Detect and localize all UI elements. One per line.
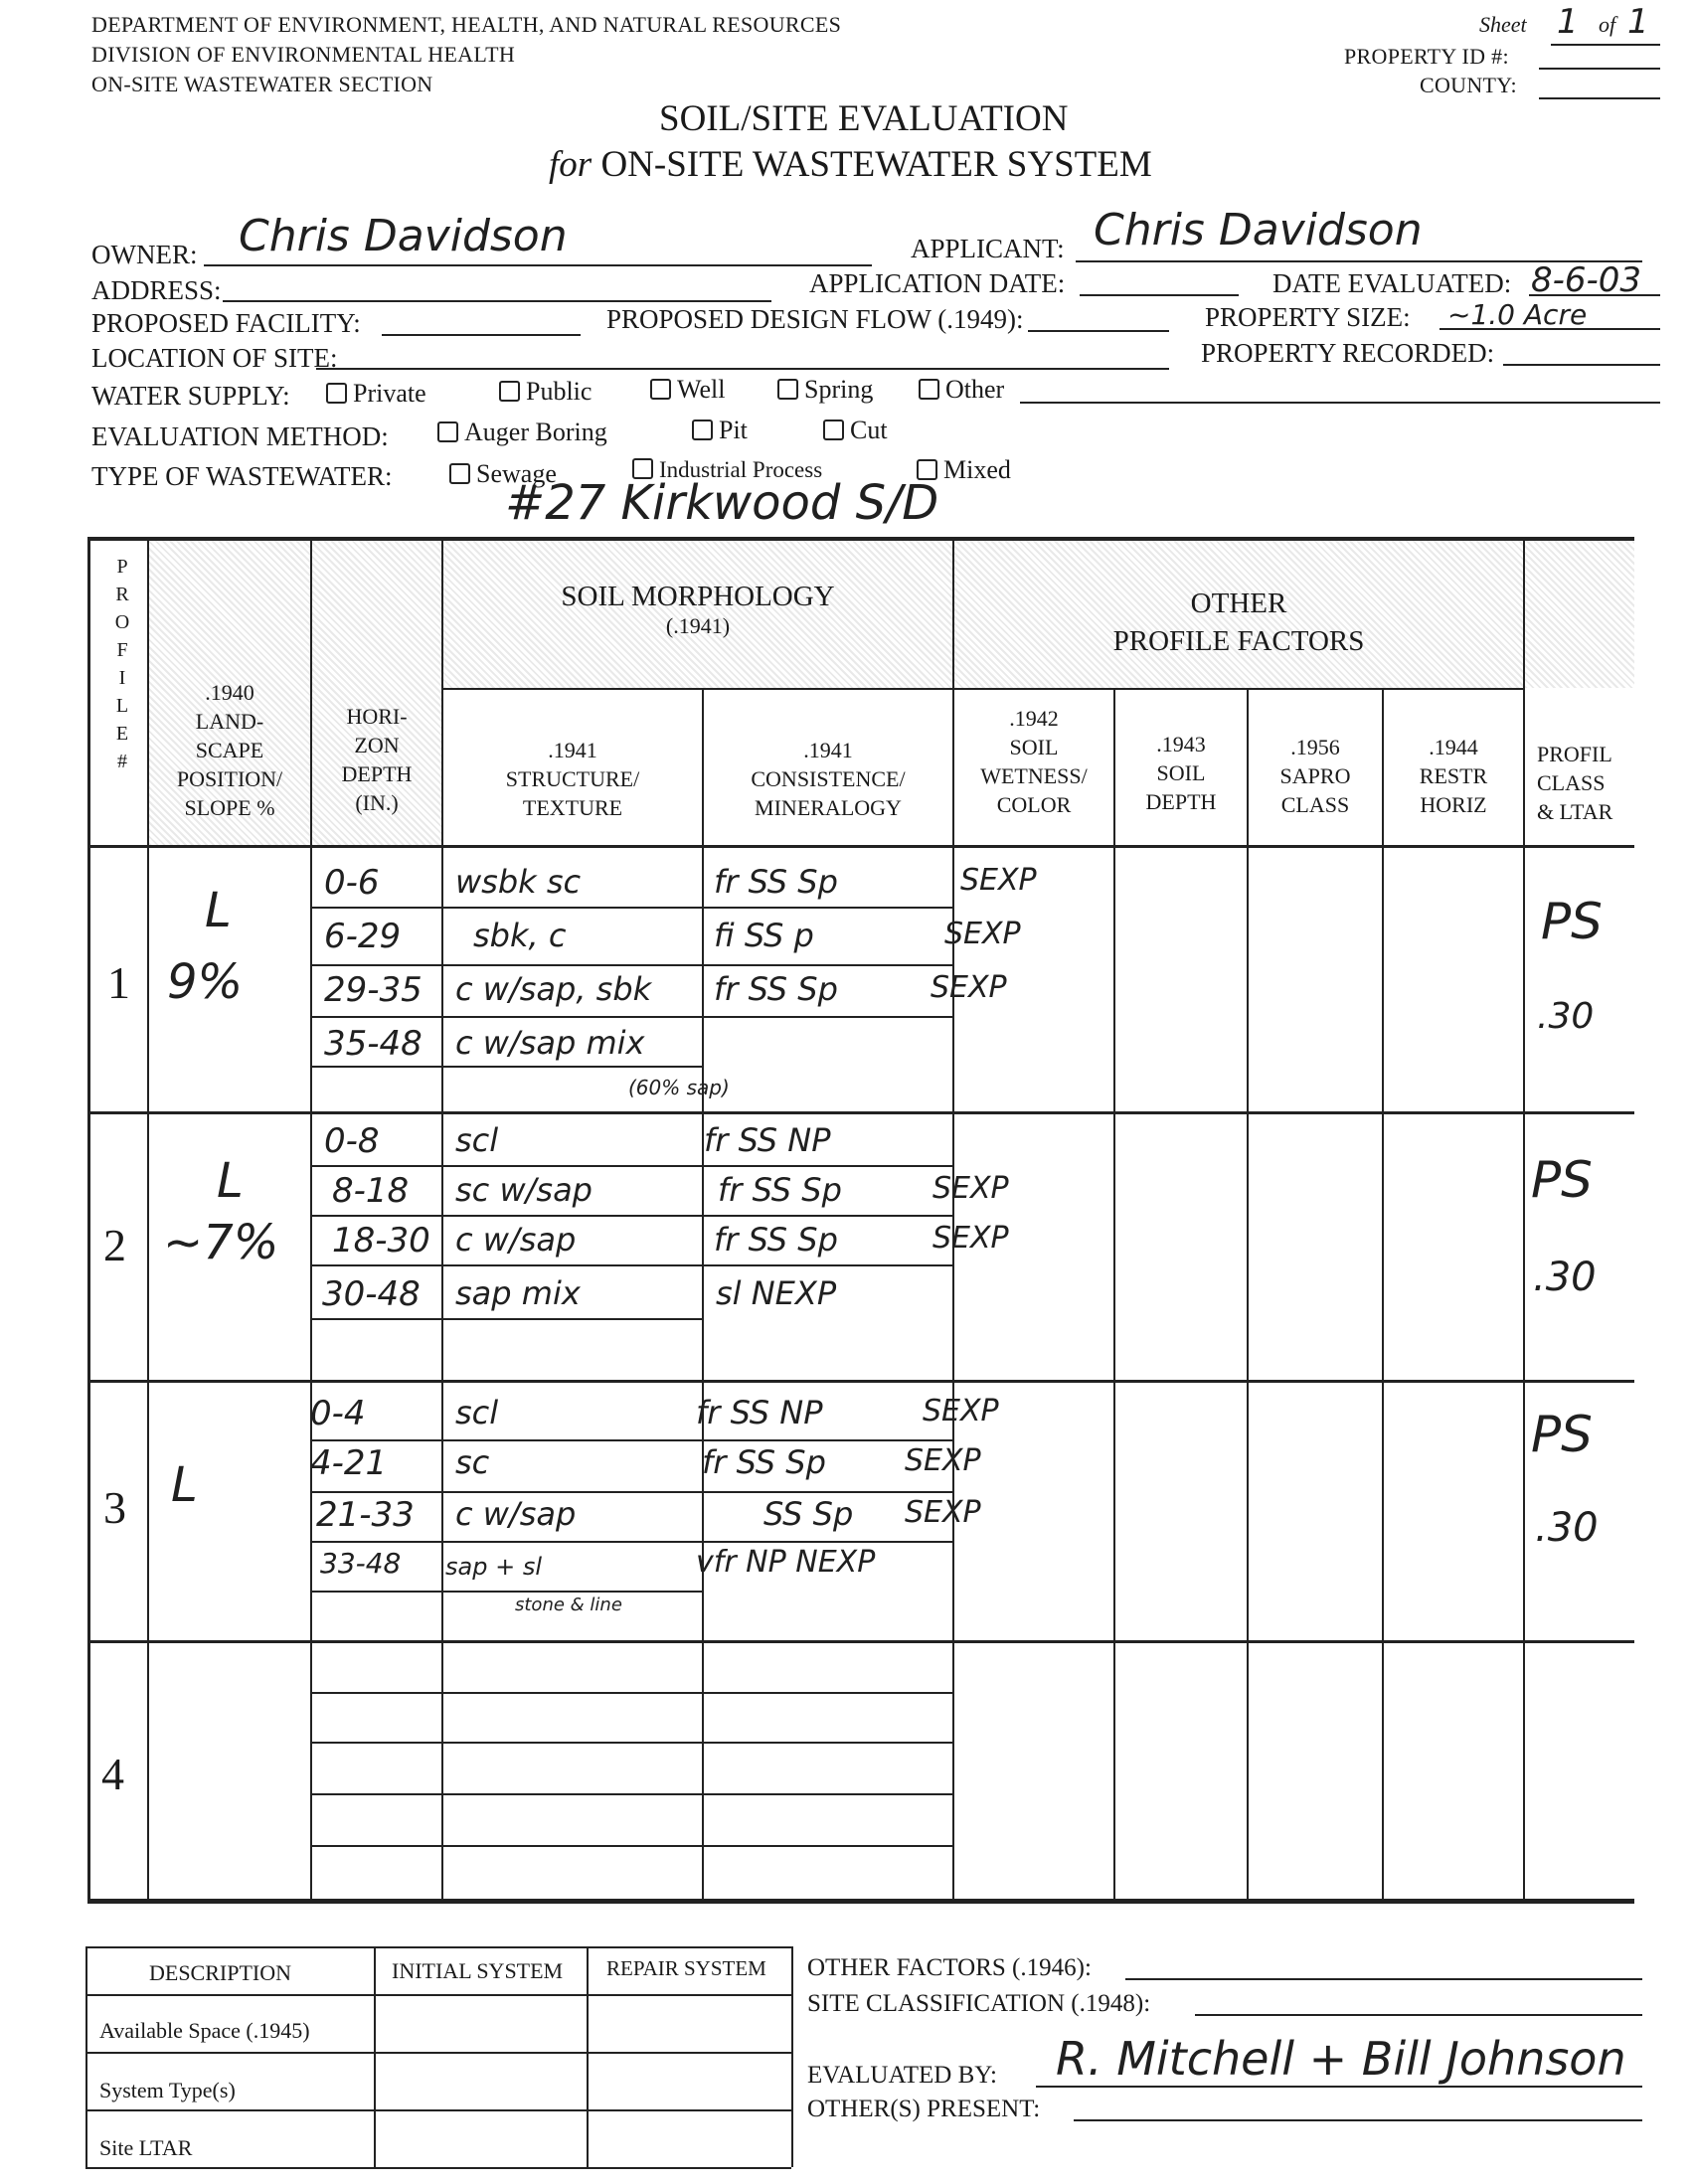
landscape-header: .1940 LAND- SCAPE POSITION/ SLOPE % [176, 680, 283, 820]
consistence-mineralogy[interactable]: fr SS Sp [714, 1221, 838, 1259]
checkbox-icon [919, 379, 939, 400]
water-supply-label: WATER SUPPLY: [91, 381, 290, 411]
available-space-row: Available Space (.1945) [99, 2018, 310, 2043]
design-flow-label: PROPOSED DESIGN FLOW (.1949): [606, 304, 1024, 334]
water-supply-well[interactable]: Well [650, 375, 725, 405]
section-line: ON-SITE WASTEWATER SECTION [91, 72, 433, 96]
restr-horiz-header: .1944 RESTR HORIZ [1419, 735, 1488, 817]
other-factors-label: OTHER FACTORS (.1946): [807, 1954, 1092, 1981]
checkbox-icon [692, 420, 713, 440]
structure-texture[interactable]: sap mix [455, 1274, 581, 1312]
checkbox-icon [449, 463, 470, 484]
department-line: DEPARTMENT OF ENVIRONMENT, HEALTH, AND NATURAL RESOURCES [91, 12, 842, 37]
repair-system-column-header: REPAIR SYSTEM [606, 1956, 766, 1980]
consistence-mineralogy[interactable]: fr SS Sp [718, 1171, 842, 1209]
soil-wetness[interactable]: SEXP [944, 917, 1021, 951]
evaluation-pit[interactable]: Pit [692, 416, 748, 445]
structure-texture[interactable]: c w/sap mix [455, 1024, 645, 1062]
water-supply-spring[interactable]: Spring [777, 375, 873, 405]
horizon-depth[interactable]: 8-18 [332, 1171, 410, 1211]
horizon-depth[interactable]: 35-48 [324, 1024, 423, 1064]
property-id-label: PROPERTY ID #: [1344, 44, 1509, 69]
soil-depth-header: .1943 SOIL DEPTH [1145, 732, 1217, 814]
soil-wetness[interactable]: SEXP [960, 863, 1037, 898]
consistence-mineralogy[interactable]: fr SS Sp [714, 863, 838, 901]
landscape-position[interactable]: L [205, 883, 232, 938]
slope-percent[interactable]: 9% [167, 954, 244, 1010]
description-column-header: DESCRIPTION [149, 1960, 292, 1985]
soil-wetness[interactable]: SEXP [905, 1443, 981, 1478]
property-size-value[interactable]: ~1.0 Acre [1447, 298, 1588, 331]
profile-ltar[interactable]: .30 [1537, 996, 1595, 1037]
checkbox-icon [777, 379, 798, 400]
structure-texture[interactable]: sc [455, 1443, 490, 1481]
horizon-depth[interactable]: 29-35 [324, 970, 423, 1010]
handwritten-site-note: #27 Kirkwood S/D [505, 475, 939, 531]
site-ltar-row: Site LTAR [99, 2135, 193, 2160]
landscape-position[interactable]: L [171, 1457, 198, 1513]
form-subtitle: for ON-SITE WASTEWATER SYSTEM [549, 144, 1152, 185]
evaluation-auger-boring[interactable]: Auger Boring [437, 418, 607, 447]
form-title: SOIL/SITE EVALUATION [659, 98, 1069, 139]
profile-number: 2 [103, 1220, 126, 1270]
wastewater-sewage[interactable]: Sewage [449, 459, 557, 489]
profile-column-header: P R O F I L E # [114, 556, 130, 772]
sheet-total: 1 [1627, 2, 1649, 42]
property-recorded-label: PROPERTY RECORDED: [1201, 338, 1495, 368]
structure-texture[interactable]: sbk, c [473, 917, 567, 954]
structure-texture[interactable]: c w/sap, sbk [455, 970, 652, 1008]
structure-texture[interactable]: scl [455, 1121, 499, 1159]
site-classification-label: SITE CLASSIFICATION (.1948): [807, 1990, 1151, 2017]
profile-class[interactable]: PS [1531, 1406, 1593, 1463]
horizon-depth[interactable]: 6-29 [324, 917, 402, 956]
property-size-label: PROPERTY SIZE: [1205, 302, 1411, 332]
checkbox-icon [823, 420, 844, 440]
profile-class[interactable]: PS [1541, 893, 1603, 950]
soil-wetness[interactable]: SEXP [932, 1221, 1009, 1256]
soil-wetness[interactable]: SEXP [932, 1171, 1009, 1206]
horizon-depth[interactable]: 21-33 [316, 1495, 415, 1535]
sheet-label: Sheet [1479, 12, 1527, 37]
consistence-mineralogy[interactable]: sl NEXP [716, 1274, 837, 1312]
horizon-depth-header: HORI- ZON DEPTH (IN.) [341, 704, 413, 815]
checkbox-icon [326, 383, 347, 404]
evaluated-by-label: EVALUATED BY: [807, 2062, 997, 2089]
proposed-facility-label: PROPOSED FACILITY: [91, 308, 361, 338]
division-line: DIVISION OF ENVIRONMENTAL HEALTH [91, 42, 516, 67]
horizon-note[interactable]: (60% sap) [628, 1076, 730, 1099]
structure-texture[interactable]: sap + sl [445, 1553, 542, 1581]
horizon-depth[interactable]: 18-30 [332, 1221, 430, 1260]
date-evaluated-label: DATE EVALUATED: [1272, 268, 1512, 298]
water-supply-private[interactable]: Private [326, 379, 426, 409]
consistence-mineralogy[interactable]: fr SS Sp [714, 970, 838, 1008]
water-supply-other[interactable]: Other [919, 375, 1004, 405]
consistence-mineralogy[interactable]: SS Sp [763, 1495, 854, 1533]
horizon-depth[interactable]: 0-6 [324, 863, 380, 903]
checkbox-icon [437, 421, 458, 442]
profile-ltar[interactable]: .30 [1533, 1255, 1597, 1300]
consistence-mineralogy[interactable]: fr SS Sp [702, 1443, 826, 1481]
wastewater-industrial[interactable]: Industrial Process [632, 457, 822, 483]
profile-number: 1 [107, 957, 130, 1008]
soil-morphology-header: SOIL MORPHOLOGY (.1941) [561, 581, 835, 638]
soil-wetness-header: .1942 SOIL WETNESS/ COLOR [980, 706, 1088, 817]
system-type-row: System Type(s) [99, 2078, 236, 2102]
profile-number: 4 [101, 1749, 124, 1799]
water-supply-public[interactable]: Public [499, 377, 592, 407]
structure-texture[interactable]: c w/sap [455, 1495, 577, 1533]
consistence-header: .1941 CONSISTENCE/ MINERALOGY [751, 738, 906, 820]
wastewater-label: TYPE OF WASTEWATER: [91, 461, 393, 491]
horizon-depth[interactable]: 33-48 [320, 1547, 402, 1580]
structure-texture[interactable]: scl [455, 1394, 499, 1431]
structure-texture-header: .1941 STRUCTURE/ TEXTURE [505, 738, 640, 820]
profile-number: 3 [103, 1482, 126, 1533]
horizon-depth[interactable]: 0-8 [324, 1121, 380, 1161]
checkbox-icon [499, 381, 520, 402]
profile-class[interactable]: PS [1531, 1151, 1593, 1209]
sheet-number: 1 [1557, 2, 1579, 42]
sapro-class-header: .1956 SAPRO CLASS [1279, 735, 1351, 817]
profile-ltar[interactable]: .30 [1535, 1505, 1599, 1551]
soil-wetness[interactable]: SEXP [931, 970, 1007, 1005]
landscape-position[interactable]: L [217, 1153, 244, 1209]
sheet-of: of [1599, 12, 1616, 37]
owner-value[interactable]: Chris Davidson [239, 211, 568, 261]
horizon-note[interactable]: stone & line [515, 1595, 622, 1615]
structure-texture[interactable]: sc w/sap [455, 1171, 593, 1209]
county-label: COUNTY: [1420, 73, 1517, 97]
location-label: LOCATION OF SITE: [91, 343, 338, 373]
evaluation-method-label: EVALUATION METHOD: [91, 421, 389, 451]
consistence-mineralogy[interactable]: vfr NP NEXP [696, 1545, 876, 1580]
horizon-depth[interactable]: 0-4 [310, 1394, 366, 1433]
address-label: ADDRESS: [91, 275, 222, 305]
applicant-label: APPLICANT: [911, 234, 1065, 263]
owner-label: OWNER: [91, 240, 198, 269]
profile-class-header: PROFIL CLASS & LTAR [1537, 742, 1613, 824]
applicant-value[interactable]: Chris Davidson [1094, 205, 1423, 255]
evaluated-by-signature[interactable]: R. Mitchell + Bill Johnson [1056, 2032, 1626, 2086]
horizon-depth[interactable]: 30-48 [322, 1274, 421, 1314]
horizon-depth[interactable]: 4-21 [310, 1443, 388, 1483]
slope-percent[interactable]: ~7% [163, 1215, 279, 1270]
others-present-label: OTHER(S) PRESENT: [807, 2096, 1041, 2122]
soil-wetness[interactable]: SEXP [905, 1495, 981, 1530]
consistence-mineralogy[interactable]: fr SS NP [704, 1121, 831, 1159]
soil-wetness[interactable]: SEXP [923, 1394, 999, 1428]
wastewater-mixed[interactable]: Mixed [917, 455, 1011, 485]
date-evaluated-value[interactable]: 8-6-03 [1531, 260, 1642, 300]
checkbox-icon [650, 379, 671, 400]
structure-texture[interactable]: wsbk sc [455, 863, 582, 901]
other-profile-factors-header: OTHER PROFILE FACTORS [1112, 588, 1365, 657]
application-date-label: APPLICATION DATE: [809, 268, 1066, 298]
consistence-mineralogy[interactable]: fr SS NP [696, 1394, 823, 1431]
consistence-mineralogy[interactable]: fi SS p [714, 917, 814, 954]
initial-system-column-header: INITIAL SYSTEM [392, 1958, 564, 1983]
evaluation-cut[interactable]: Cut [823, 416, 888, 445]
structure-texture[interactable]: c w/sap [455, 1221, 577, 1259]
